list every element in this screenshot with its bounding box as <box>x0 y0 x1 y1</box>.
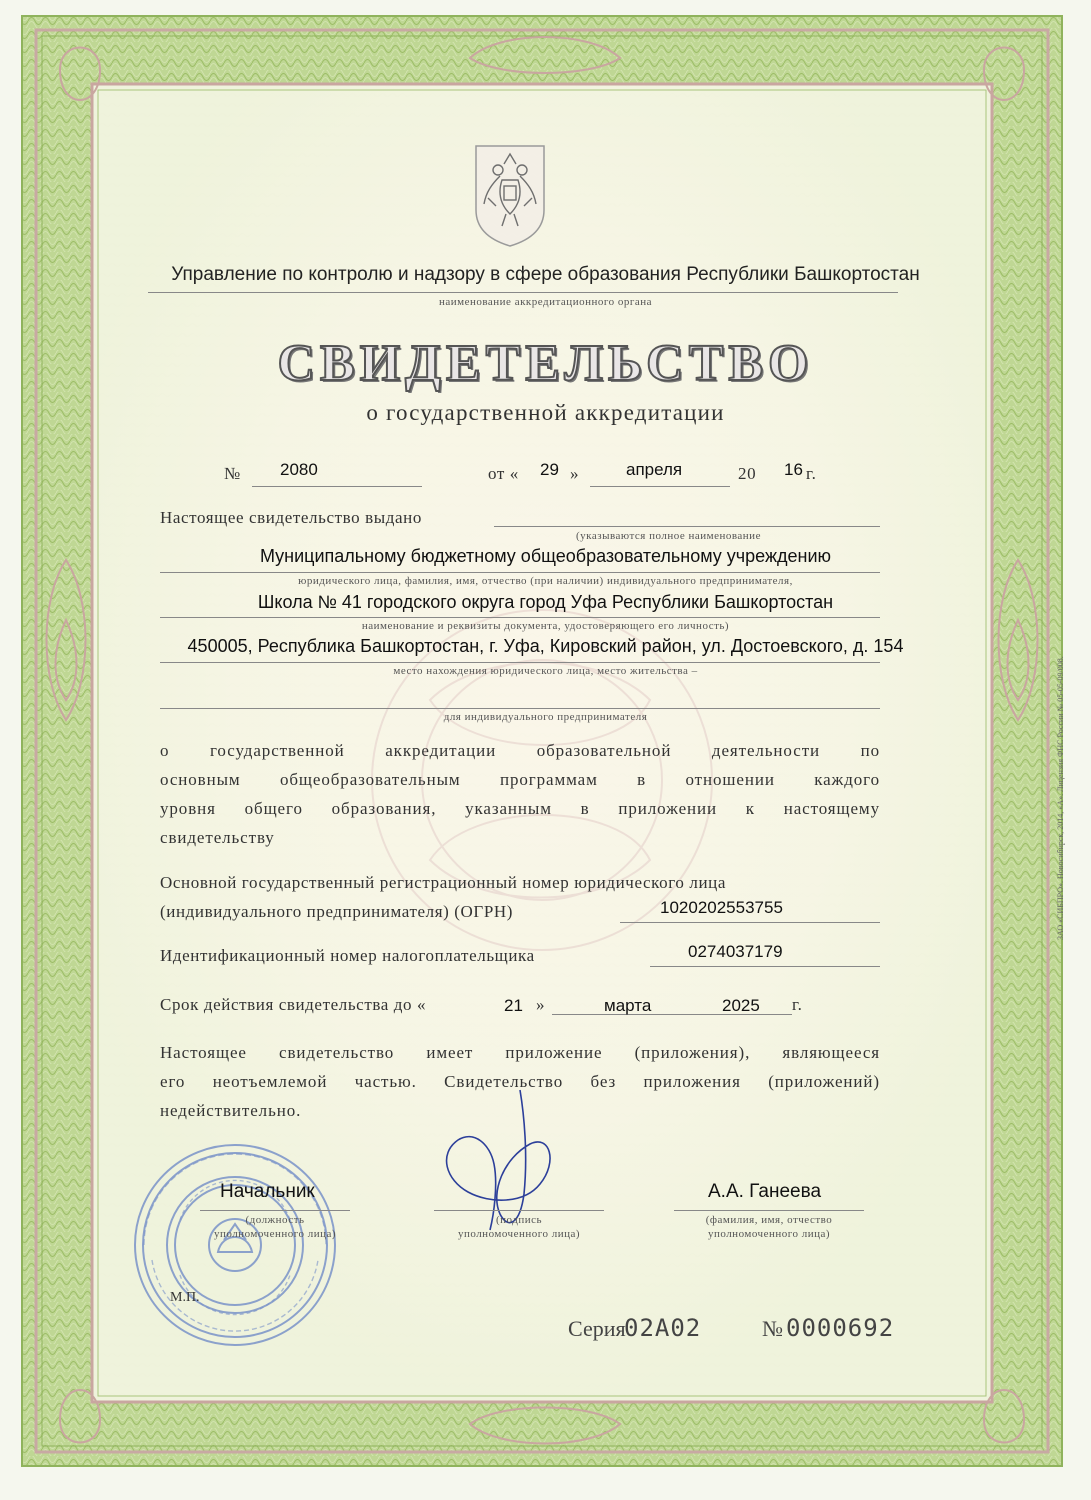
ogrn-label-2: (индивидуального предпринимателя) (ОГРН) <box>160 902 514 921</box>
validity-month: марта <box>604 996 652 1015</box>
validity-day: 21 <box>504 996 523 1015</box>
issued-to-caption-5: для индивидуального предпринимателя <box>443 711 648 723</box>
ogrn-value: 1020202553755 <box>660 898 783 917</box>
document-title: СВИДЕТЕЛЬСТВО <box>277 335 814 392</box>
number-label: № <box>224 464 241 483</box>
validity-day-close: » <box>536 995 546 1014</box>
appendix-line-3: недействительно. <box>160 1101 302 1120</box>
day-close-quote: » <box>570 464 580 483</box>
series-value: 02А02 <box>624 1314 702 1342</box>
position-caption-1: (должность <box>245 1214 305 1226</box>
stamp-place-label: М.П. <box>170 1290 200 1305</box>
issuer-name: Управление по контролю и надзору в сфере образования Республики Башкортостан <box>171 264 920 285</box>
organization-name: Школа № 41 городского округа город Уфа Республики Башкортостан <box>257 592 834 612</box>
issued-to-label: Настоящее свидетельство выдано <box>160 508 422 527</box>
date-prefix: от « <box>488 464 519 483</box>
position-caption-2: уполномоченного лица) <box>213 1228 337 1240</box>
blank-number-value: 0000692 <box>786 1314 895 1342</box>
organization-type: Муниципальному бюджетному общеобразовательному учреждению <box>259 546 832 566</box>
certificate-number: 2080 <box>280 460 318 479</box>
issued-to-caption-4: место нахождения юридического лица, место жительства – <box>393 665 698 677</box>
purpose-line-2: основным общеобразовательным программам в отношении каждого <box>160 770 880 789</box>
validity-unit: г. <box>792 995 803 1014</box>
series-label: Серия <box>568 1316 626 1341</box>
inn-label: Идентификационный номер налогоплательщика <box>160 946 535 965</box>
name-caption-1: (фамилия, имя, отчество <box>705 1214 833 1226</box>
purpose-line-1: о государственной аккредитации образовательной деятельности по <box>160 741 880 760</box>
issued-to-caption-3: наименование и реквизиты документа, удостоверяющего его личность) <box>361 620 730 632</box>
year-unit: г. <box>806 464 817 483</box>
signature-caption-1: (подпись <box>495 1214 542 1226</box>
appendix-line-2: его неотъемлемой частью. Свидетельство без приложения (приложений) <box>160 1072 880 1091</box>
validity-year: 2025 <box>722 996 760 1015</box>
issued-to-caption-1: (указываются полное наименование <box>576 530 761 542</box>
signer-position: Начальник <box>220 1181 315 1202</box>
blank-number-label: № <box>762 1316 783 1341</box>
inn-value: 0274037179 <box>688 942 783 961</box>
purpose-line-3: уровня общего образования, указанным в приложении к настоящему <box>160 799 880 818</box>
official-stamp-icon <box>130 1140 340 1350</box>
issuer-caption: наименование аккредитационного органа <box>438 296 653 308</box>
appendix-line-1: Настоящее свидетельство имеет приложение (приложения), являющееся <box>160 1043 880 1062</box>
validity-label: Срок действия свидетельства до « <box>160 995 427 1014</box>
issue-month: апреля <box>626 460 683 479</box>
document-subtitle: о государственной аккредитации <box>366 400 725 425</box>
organization-address: 450005, Республика Башкортостан, г. Уфа, Кировский район, ул. Достоевского, д. 154 <box>187 636 904 656</box>
issue-day: 29 <box>540 460 559 479</box>
purpose-line-4: свидетельству <box>160 828 275 847</box>
issued-to-caption-2: юридического лица, фамилия, имя, отчество (при наличии) индивидуального предпринимателя, <box>298 575 793 587</box>
printer-note: ЗАО «СИБПРО». Новосибирск, 2014, «А». Лицензия ФНС России № 05-05-09/008. <box>1056 656 1065 940</box>
issue-year-suffix: 16 <box>784 460 803 479</box>
coat-of-arms-icon <box>470 140 550 250</box>
signer-name: А.А. Ганеева <box>708 1181 822 1202</box>
ogrn-label-1: Основной государственный регистрационный номер юридического лица <box>160 873 726 892</box>
name-caption-2: уполномоченного лица) <box>707 1228 831 1240</box>
year-prefix: 20 <box>738 464 757 483</box>
signature-image <box>420 1084 590 1234</box>
signature-caption-2: уполномоченного лица) <box>457 1228 581 1240</box>
